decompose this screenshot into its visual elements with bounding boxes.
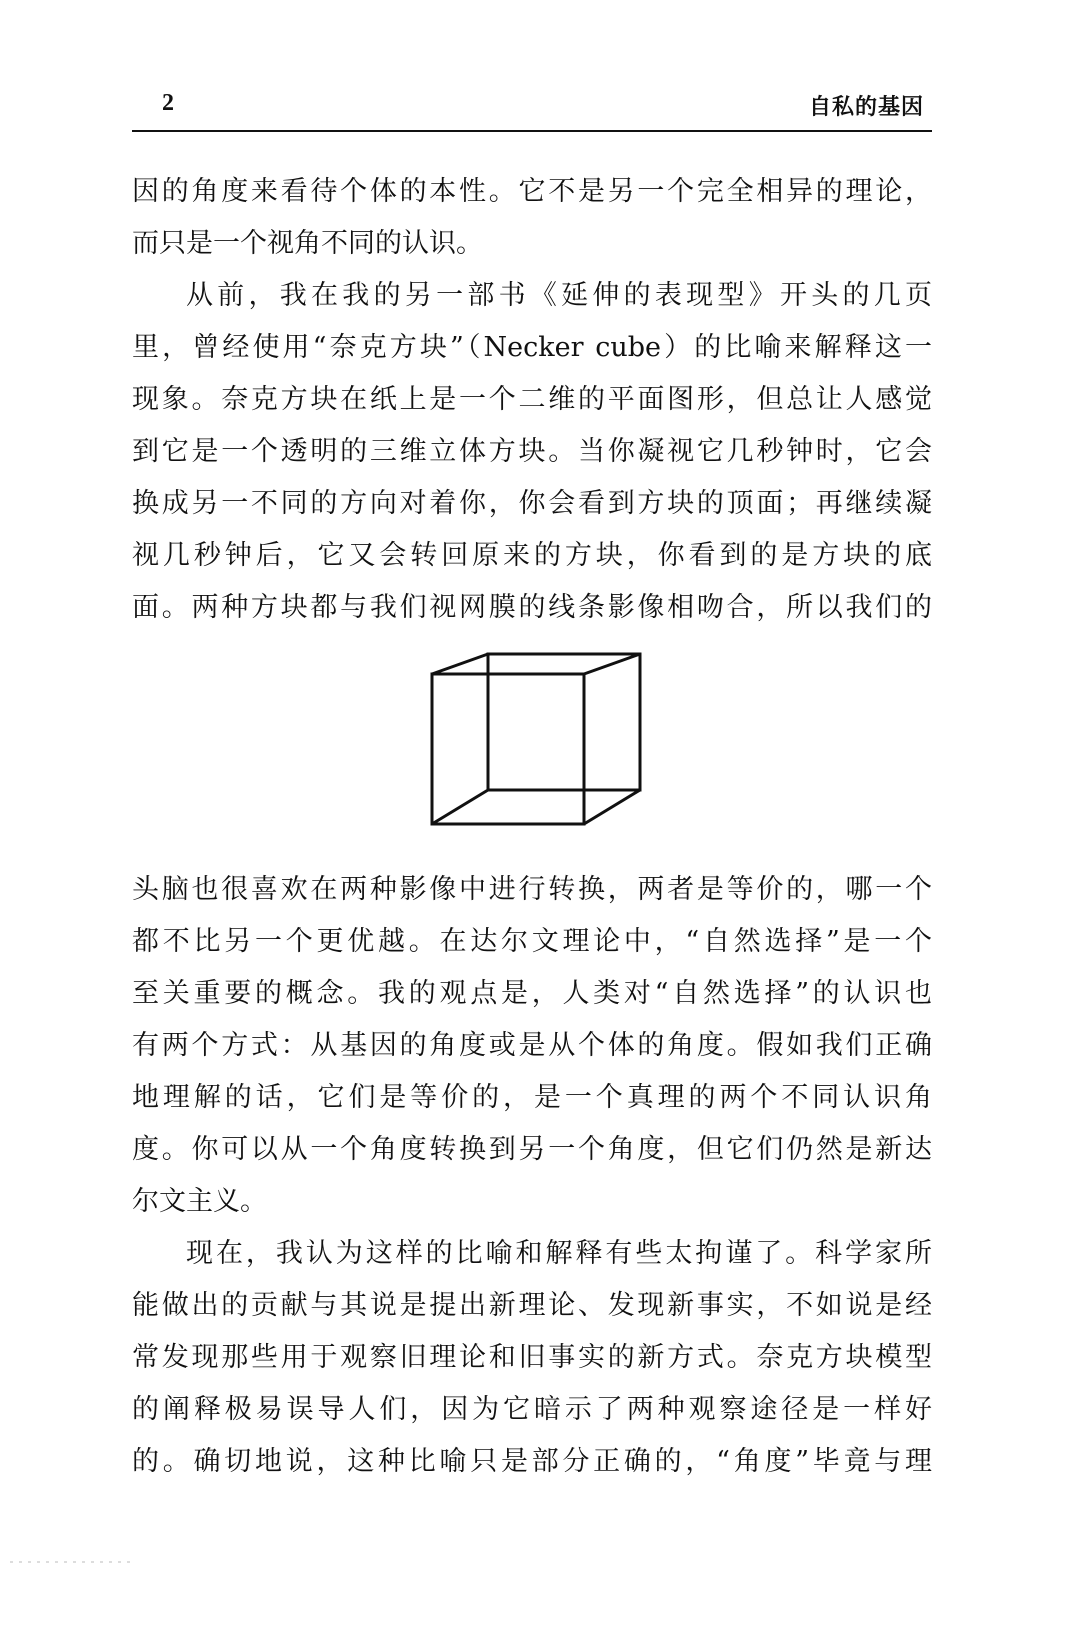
text-line: 头脑也很喜欢在两种影像中进行转换，两者是等价的，哪一个 [132,874,932,905]
page-number: 2 [162,90,174,116]
text-line: 度。你可以从一个角度转换到另一个角度，但它们仍然是新达 [132,1134,932,1165]
text-line: 的阐释极易误导人们，因为它暗示了两种观察途径是一样好 [132,1394,932,1425]
body-text-bottom [132,864,932,1488]
text-line: 换成另一不同的方向对着你，你会看到方块的顶面；再继续凝 [132,488,932,519]
text-line: 视几秒钟后，它又会转回原来的方块，你看到的是方块的底 [132,540,932,571]
text-line: 现象。奈克方块在纸上是一个二维的平面图形，但总让人感觉 [132,384,932,415]
text-line: 的。确切地说，这种比喻只是部分正确的，“角度”毕竟与理 [132,1446,932,1477]
necker-cube-drawing [430,640,660,840]
cube-front-square [432,674,584,824]
text-line: 都不比另一个更优越。在达尔文理论中，“自然选择”是一个 [132,926,932,957]
text-line: 到它是一个透明的三维立体方块。当你凝视它几秒钟时，它会 [132,436,932,467]
text-line: 至关重要的概念。我的观点是，人类对“自然选择”的认识也 [132,978,932,1009]
necker-cube-figure [430,640,660,840]
text-line: 地理解的话，它们是等价的，是一个真理的两个不同认识角 [132,1082,932,1113]
scan-noise [10,1560,130,1564]
cube-edge-top-left [432,654,488,674]
text-line: 尔文主义。 [132,1186,267,1217]
text-line: 面。两种方块都与我们视网膜的线条影像相吻合，所以我们的 [132,592,932,623]
text-line: 有两个方式：从基因的角度或是从个体的角度。假如我们正确 [132,1030,932,1061]
cube-edge-bottom-right [584,790,640,824]
text-line: 而只是一个视角不同的认识。 [132,228,483,259]
running-header [132,86,932,132]
text-line: 能做出的贡献与其说是提出新理论、发现新事实，不如说是经 [132,1290,932,1321]
book-title: 自私的基因 [808,94,924,120]
text-line: 常发现那些用于观察旧理论和旧事实的新方式。奈克方块模型 [132,1342,932,1373]
cube-line-art [432,654,640,824]
text-line: 因的角度来看待个体的本性。它不是另一个完全相异的理论， [132,176,932,207]
text-line: 里，曾经使用“奈克方块”（Necker cube）的比喻来解释这一 [132,332,932,363]
cube-edge-bottom-left [432,790,488,824]
paragraph-first-line: 现在，我认为这样的比喻和解释有些太拘谨了。科学家所 [186,1238,932,1269]
paragraph-first-line: 从前，我在我的另一部书《延伸的表现型》开头的几页 [186,280,932,311]
body-text-top [132,166,932,634]
cube-edge-top-right [584,654,640,674]
